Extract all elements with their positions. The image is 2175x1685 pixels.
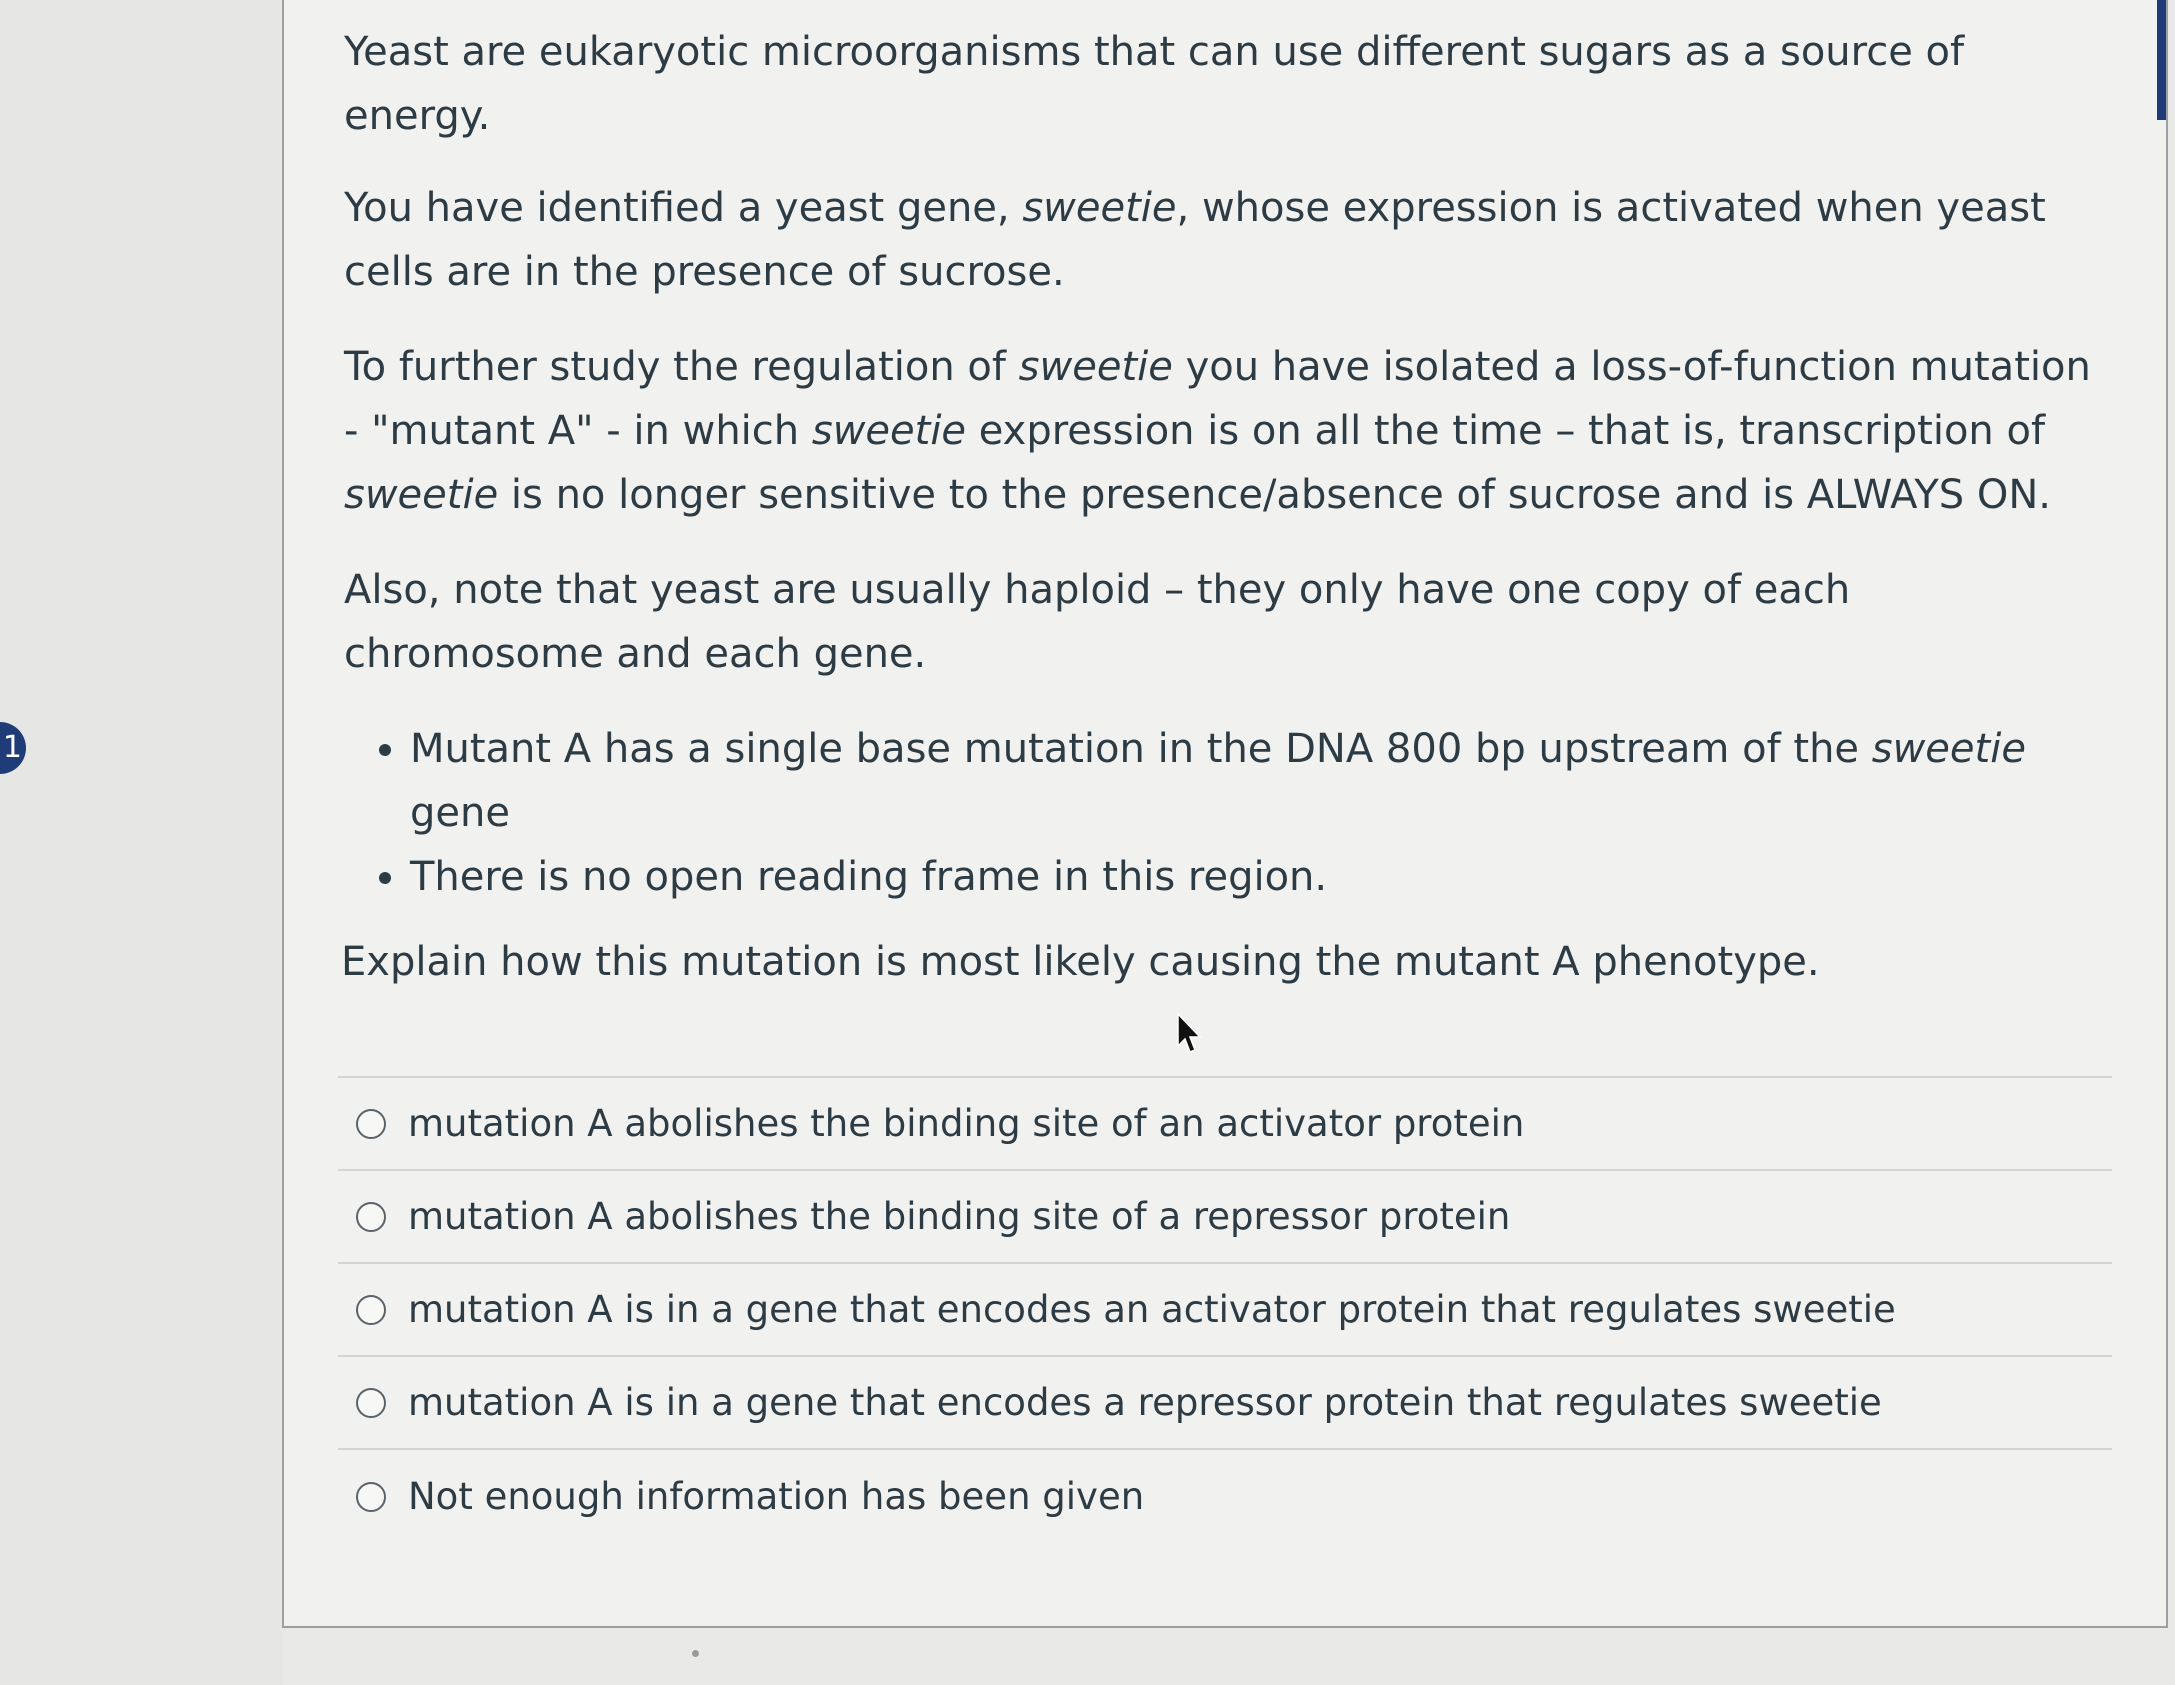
scrollbar[interactable]: [2157, 0, 2166, 120]
radio-button[interactable]: [356, 1202, 386, 1232]
answer-label[interactable]: mutation A is in a gene that encodes a repressor protein that regulates sweetie: [408, 1381, 1882, 1424]
fact-item-no-orf: • There is no open reading frame in this region.: [410, 845, 2104, 909]
mutation-text-1: To further study the regulation of: [344, 344, 1019, 390]
answer-label[interactable]: mutation A abolishes the binding site of a repressor protein: [408, 1195, 1511, 1238]
fact-text: Mutant A has a single base mutation in the DNA 800 bp upstream of the: [410, 726, 1872, 772]
radio-button[interactable]: [356, 1388, 386, 1418]
mutation-text-4: is no longer sensitive to the presence/absence of sucrose and is ALWAYS ON.: [498, 472, 2051, 518]
left-gutter: [0, 0, 282, 1685]
mutation-paragraph: [344, 335, 2104, 527]
mouse-pointer-icon: [1174, 1012, 1204, 1056]
fact-text-end: gene: [410, 790, 510, 836]
gene-name: sweetie: [1871, 726, 2026, 772]
answer-label[interactable]: mutation A is in a gene that encodes an activator protein that regulates sweetie: [408, 1288, 1896, 1331]
gene-name: sweetie: [344, 472, 499, 518]
radio-button[interactable]: [356, 1295, 386, 1325]
decorative-dot: [692, 1650, 699, 1657]
fact-item-mutation-location: [410, 717, 2104, 845]
answer-label[interactable]: mutation A abolishes the binding site of an activator protein: [408, 1102, 1525, 1145]
gene-paragraph: [344, 176, 2104, 304]
answer-option-4[interactable]: [338, 1357, 2112, 1450]
intro-paragraph: Yeast are eukaryotic microorganisms that can use different sugars as a source of energy.: [344, 29, 1965, 139]
gene-name: sweetie: [1022, 185, 1177, 231]
radio-button[interactable]: [356, 1109, 386, 1139]
gene-paragraph-text-end: , whose expression is activated when yeast cells are in the presence of sucrose.: [344, 185, 2046, 295]
mutation-text-2: you have isolated a loss-of-function mutation - "mutant A" - in which: [344, 344, 2091, 454]
radio-button[interactable]: [356, 1482, 386, 1512]
facts-list: [344, 717, 2104, 909]
question-prompt: Explain how this mutation is most likely causing the mutant A phenotype.: [341, 939, 1820, 985]
answer-option-1[interactable]: [338, 1078, 2112, 1171]
question-stem: [344, 20, 2104, 909]
answer-list: [338, 1076, 2112, 1543]
question-card: [282, 0, 2168, 1628]
mutation-text-3: expression is on all the time – that is, transcription of: [966, 408, 2046, 454]
haploid-paragraph: Also, note that yeast are usually haploid – they only have one copy of each chromosome and each gene.: [344, 567, 1851, 677]
gene-paragraph-text: You have identified a yeast gene,: [344, 185, 1023, 231]
question-number-badge[interactable]: 1: [0, 722, 26, 774]
gene-name: sweetie: [811, 408, 967, 454]
answer-label[interactable]: Not enough information has been given: [408, 1475, 1145, 1518]
answer-option-3[interactable]: [338, 1264, 2112, 1357]
gene-name: sweetie: [1018, 344, 1173, 390]
answer-option-5[interactable]: [338, 1450, 2112, 1543]
answer-option-2[interactable]: [338, 1171, 2112, 1264]
